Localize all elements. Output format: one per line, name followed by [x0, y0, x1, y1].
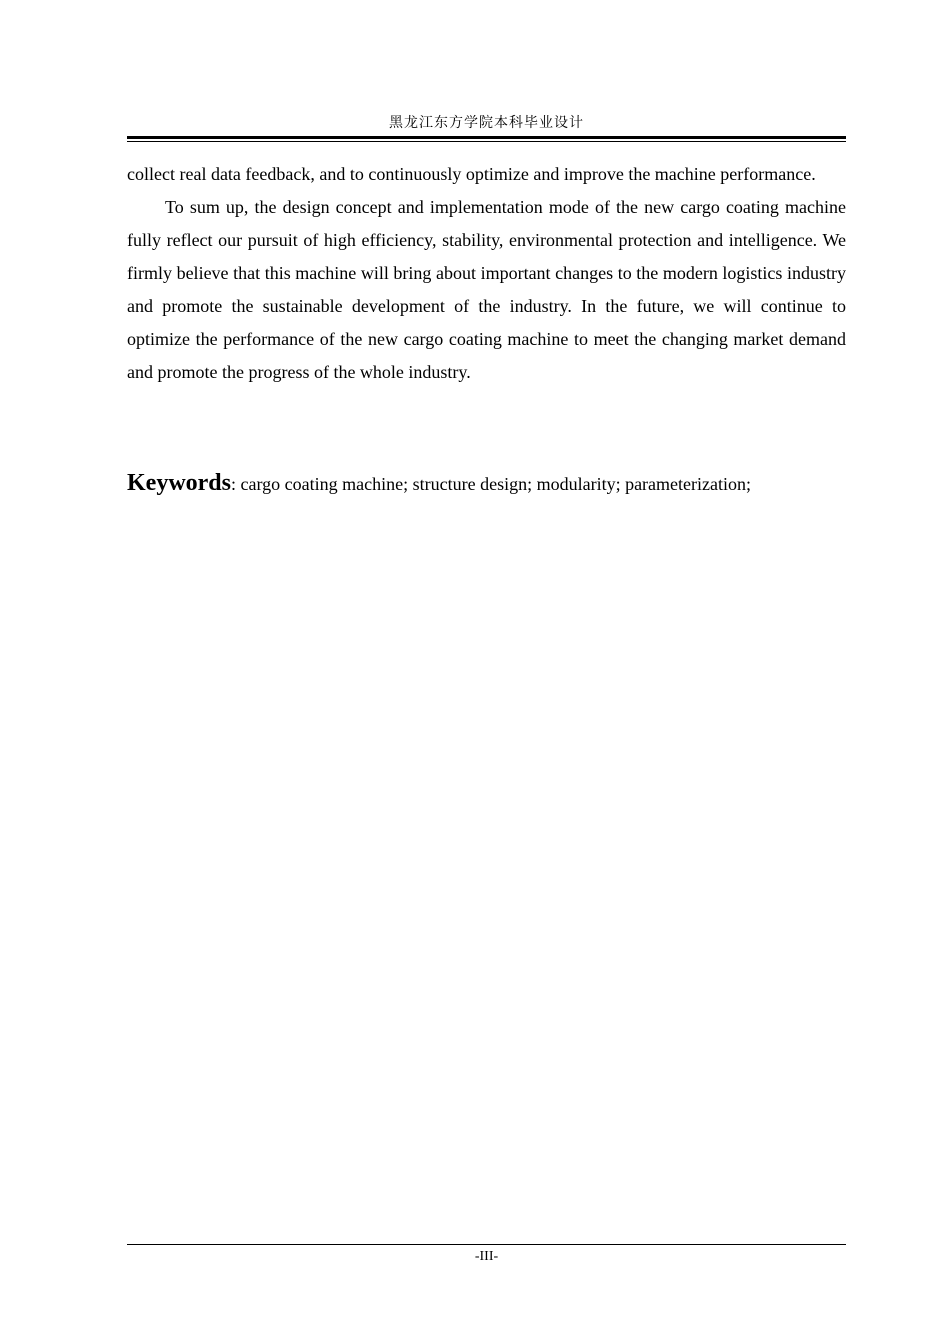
keywords-line — [127, 466, 846, 501]
keywords-list: cargo coating machine; structure design; modularity; parameterization; — [240, 474, 752, 494]
paragraph-continuation: collect real data feedback, and to continuously optimize and improve the machine performance. — [127, 164, 816, 184]
footer-rule — [127, 1244, 846, 1245]
paragraph-summary: To sum up, the design concept and implementation mode of the new cargo coating machine fully reflect our pursuit of high efficiency, stability, environmental protection and intelligence. We firmly believe that this machine will bring about important changes to the modern logistics industry and promote the sustainable development of the industry. In the future, we will continue to optimize the performance of the new cargo coating machine to meet the changing market demand and promote the progress of the whole industry. — [127, 197, 846, 382]
page-number: -III- — [474, 1249, 499, 1264]
header-rule-thick — [127, 136, 846, 139]
running-header-title: 黑龙江东方学院本科毕业设计 — [389, 115, 584, 131]
keywords-separator: : — [231, 474, 241, 494]
header-rule-thin — [127, 141, 846, 142]
body-text — [127, 158, 846, 389]
keywords-label: Keywords — [127, 470, 231, 496]
